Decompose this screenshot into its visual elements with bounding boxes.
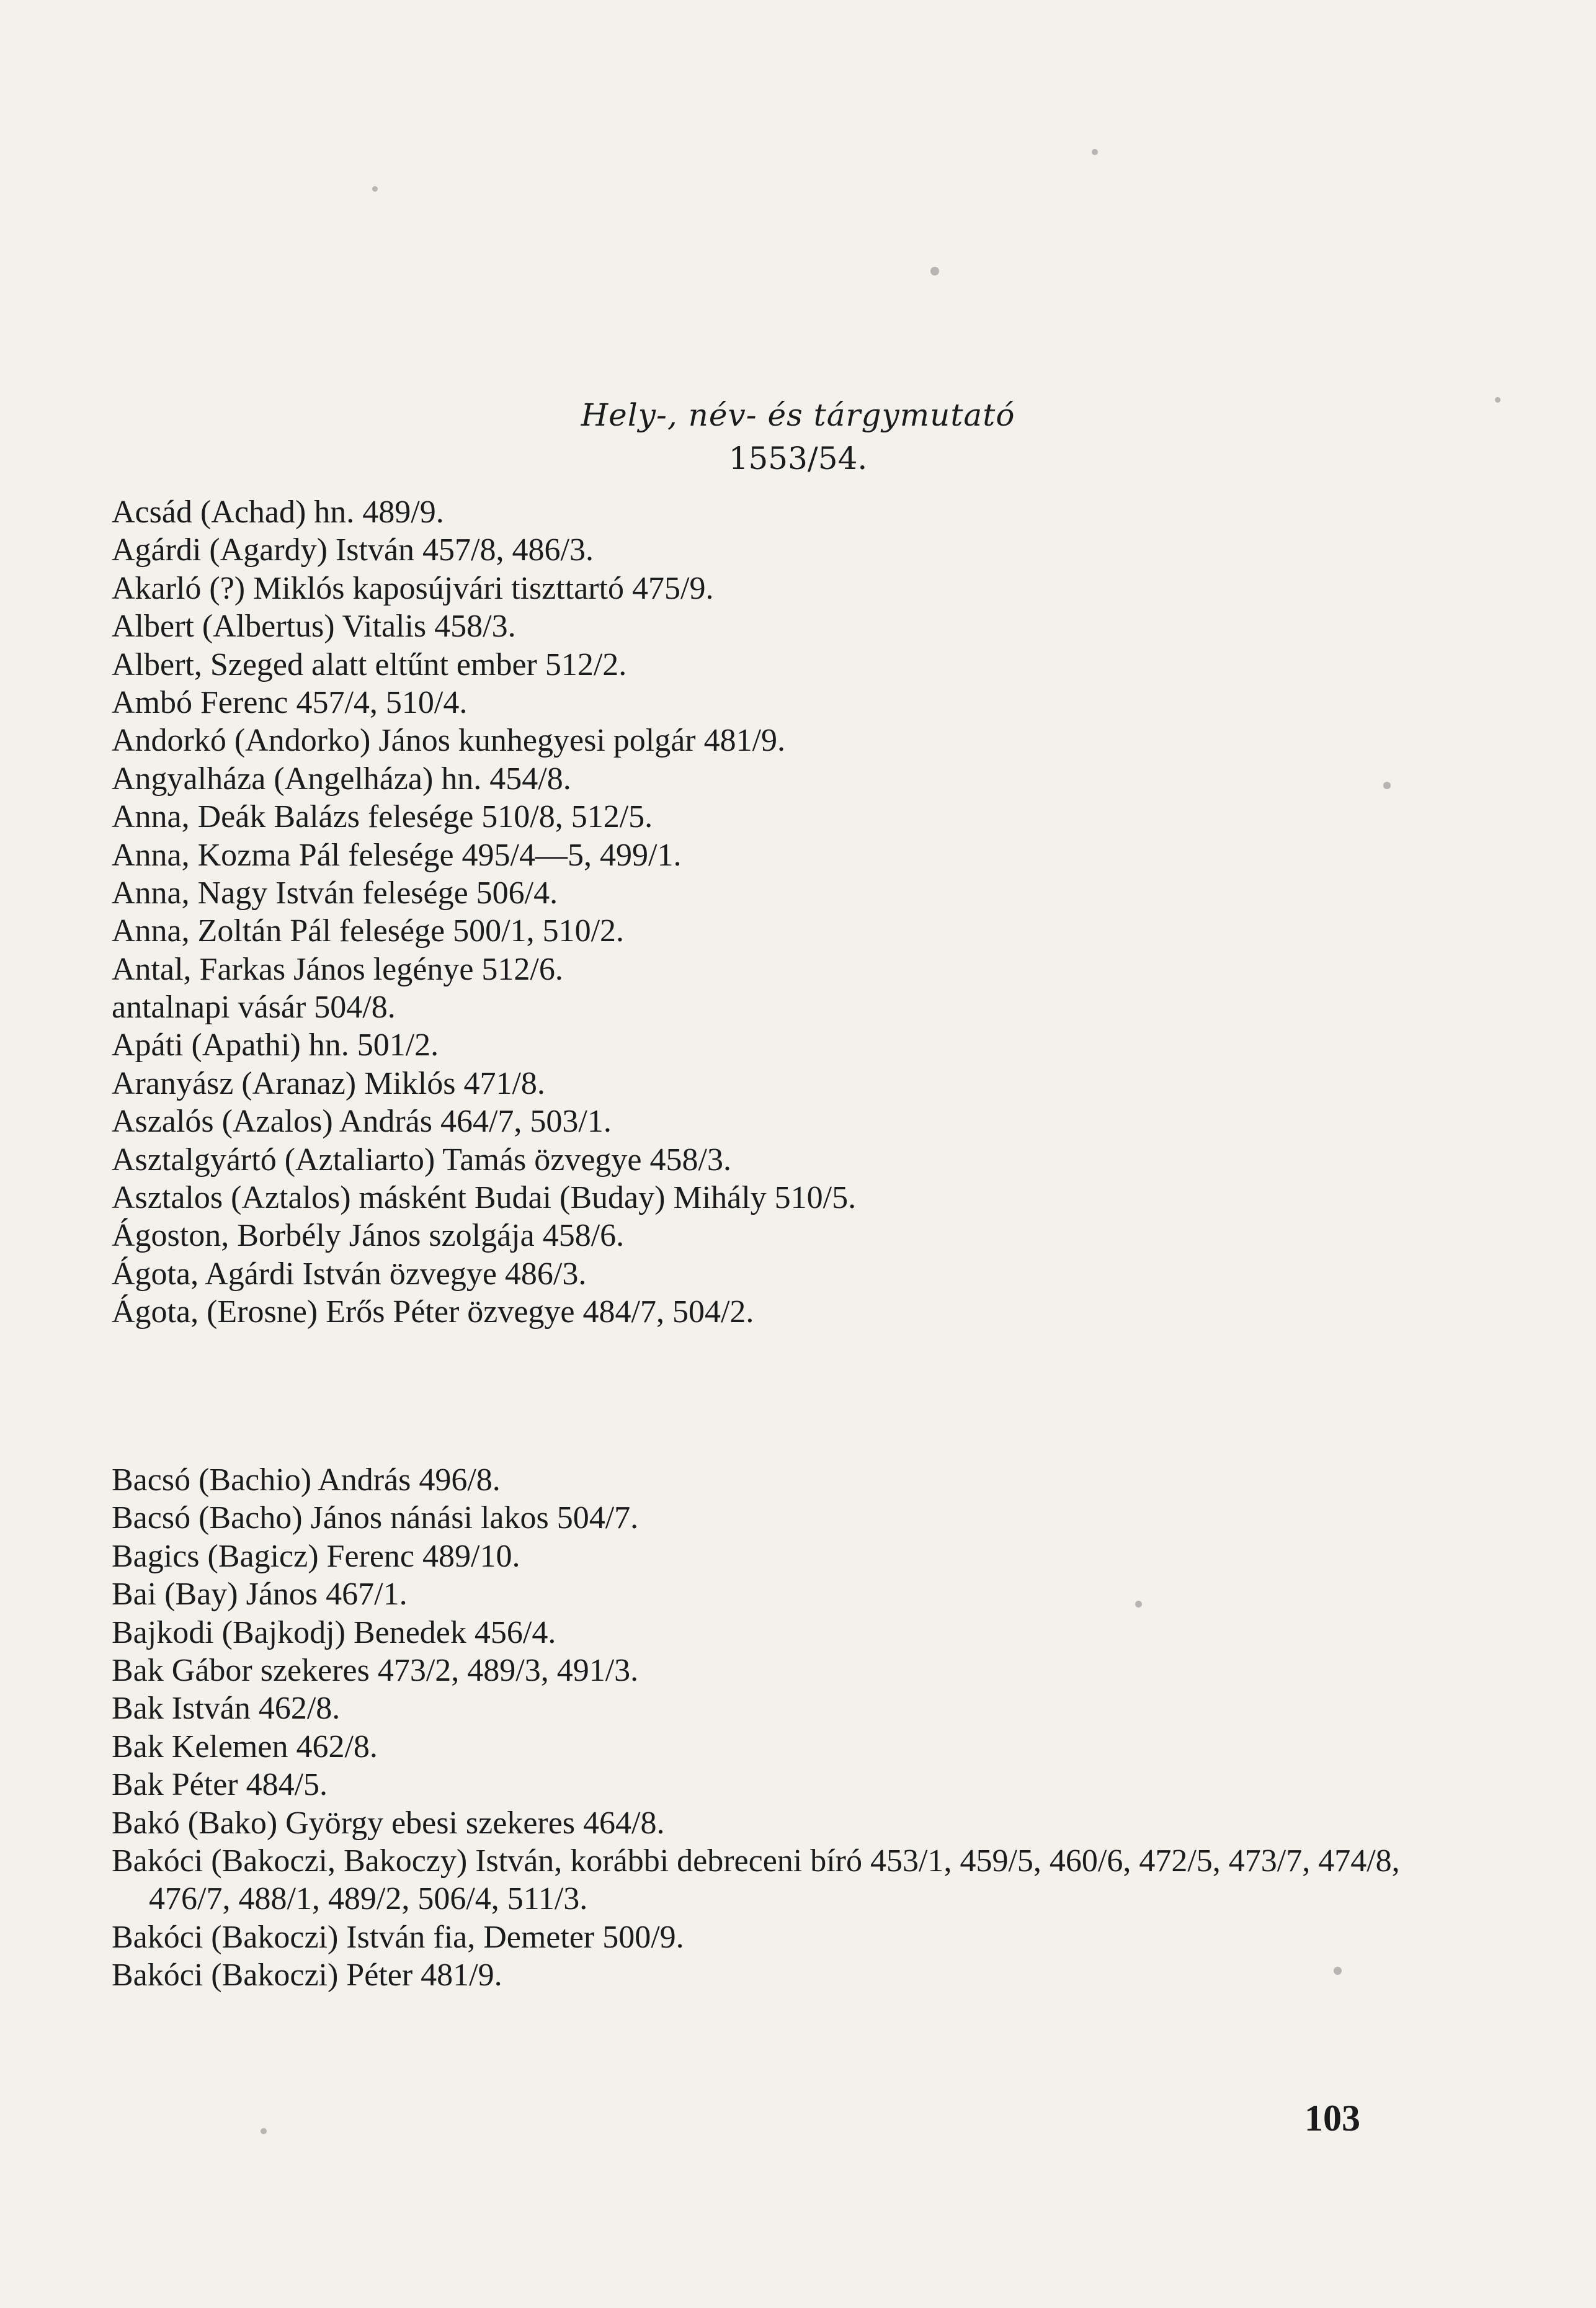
index-entry: Bakóci (Bakoczi, Bakoczy) István, korábbi debreceni bíró 453/1, 459/5, 460/6, 472/5, 473/7, 474/8, 476/7, 488/1, 489/2, 506/4, 511/3. <box>112 1843 1400 1917</box>
index-subtitle: 1553/54. <box>728 441 868 476</box>
index-entry: Akarló (?) Miklós kaposújvári tiszttartó 475/9. <box>112 570 714 606</box>
index-entry: Albert (Albertus) Vitalis 458/3. <box>112 609 516 645</box>
index-entry: Bakóci (Bakoczi) István fia, Demeter 500/9. <box>112 1919 684 1955</box>
scan-speckle <box>1383 782 1391 789</box>
index-entry: Bajkodi (Bajkodj) Benedek 456/4. <box>112 1614 556 1650</box>
index-entry: Bakó (Bako) György ebesi szekeres 464/8. <box>112 1805 665 1841</box>
index-entry: Bak Gábor szekeres 473/2, 489/3, 491/3. <box>112 1652 639 1688</box>
index-title: Hely-, név- és tárgymutató <box>581 397 1015 433</box>
scan-speckle <box>1495 397 1500 403</box>
index-entry: Ágota, (Erosne) Erős Péter özvegye 484/7, 504/2. <box>112 1294 754 1330</box>
index-entry: Asztalgyártó (Aztaliarto) Tamás özvegye 458/3. <box>112 1142 731 1178</box>
scan-speckle <box>1092 149 1098 155</box>
index-entry: Antal, Farkas János legénye 512/6. <box>112 951 563 987</box>
index-entry: Bacsó (Bachio) András 496/8. <box>112 1462 501 1498</box>
index-entry: Bai (Bay) János 467/1. <box>112 1577 408 1612</box>
index-entry: Ágoston, Borbély János szolgája 458/6. <box>112 1218 625 1254</box>
index-entry: Ambó Ferenc 457/4, 510/4. <box>112 684 468 720</box>
index-entry: antalnapi vásár 504/8. <box>112 990 396 1026</box>
index-entry: Anna, Kozma Pál felesége 495/4—5, 499/1. <box>112 837 682 873</box>
index-entry: Angyalháza (Angelháza) hn. 454/8. <box>112 761 571 797</box>
index-entry: Apáti (Apathi) hn. 501/2. <box>112 1027 439 1063</box>
index-entry: Aranyász (Aranaz) Miklós 471/8. <box>112 1065 545 1101</box>
index-group-b <box>112 1461 1414 1995</box>
scan-speckle <box>261 2128 267 2134</box>
index-entry: Anna, Deák Balázs felesége 510/8, 512/5. <box>112 799 653 835</box>
index-entry: Bak István 462/8. <box>112 1691 341 1727</box>
index-entry: Bacsó (Bacho) János nánási lakos 504/7. <box>112 1500 639 1536</box>
scan-speckle <box>930 267 939 275</box>
scan-speckle <box>1334 1967 1342 1975</box>
index-entry: Bagics (Bagicz) Ferenc 489/10. <box>112 1538 520 1574</box>
index-entry: Agárdi (Agardy) István 457/8, 486/3. <box>112 532 594 568</box>
index-entry: Anna, Zoltán Pál felesége 500/1, 510/2. <box>112 913 625 949</box>
index-entry: Aszalós (Azalos) András 464/7, 503/1. <box>112 1104 612 1140</box>
index-entry: Andorkó (Andorko) János kunhegyesi polgár 481/9. <box>112 723 786 759</box>
index-entry: Bak Kelemen 462/8. <box>112 1729 378 1765</box>
index-entry: Albert, Szeged alatt eltűnt ember 512/2. <box>112 646 627 682</box>
scan-speckle <box>1135 1601 1142 1608</box>
index-group-a <box>112 493 1414 1331</box>
index-entry: Bakóci (Bakoczi) Péter 481/9. <box>112 1957 502 1993</box>
index-entry: Asztalos (Aztalos) másként Budai (Buday) Mihály 510/5. <box>112 1180 857 1216</box>
index-entry: Bak Péter 484/5. <box>112 1767 328 1803</box>
scan-speckle <box>372 186 378 192</box>
index-entry: Anna, Nagy István felesége 506/4. <box>112 875 558 911</box>
index-entry: Ágota, Agárdi István özvegye 486/3. <box>112 1256 587 1292</box>
page-number: 103 <box>1304 2098 1360 2139</box>
index-entry: Acsád (Achad) hn. 489/9. <box>112 494 444 530</box>
